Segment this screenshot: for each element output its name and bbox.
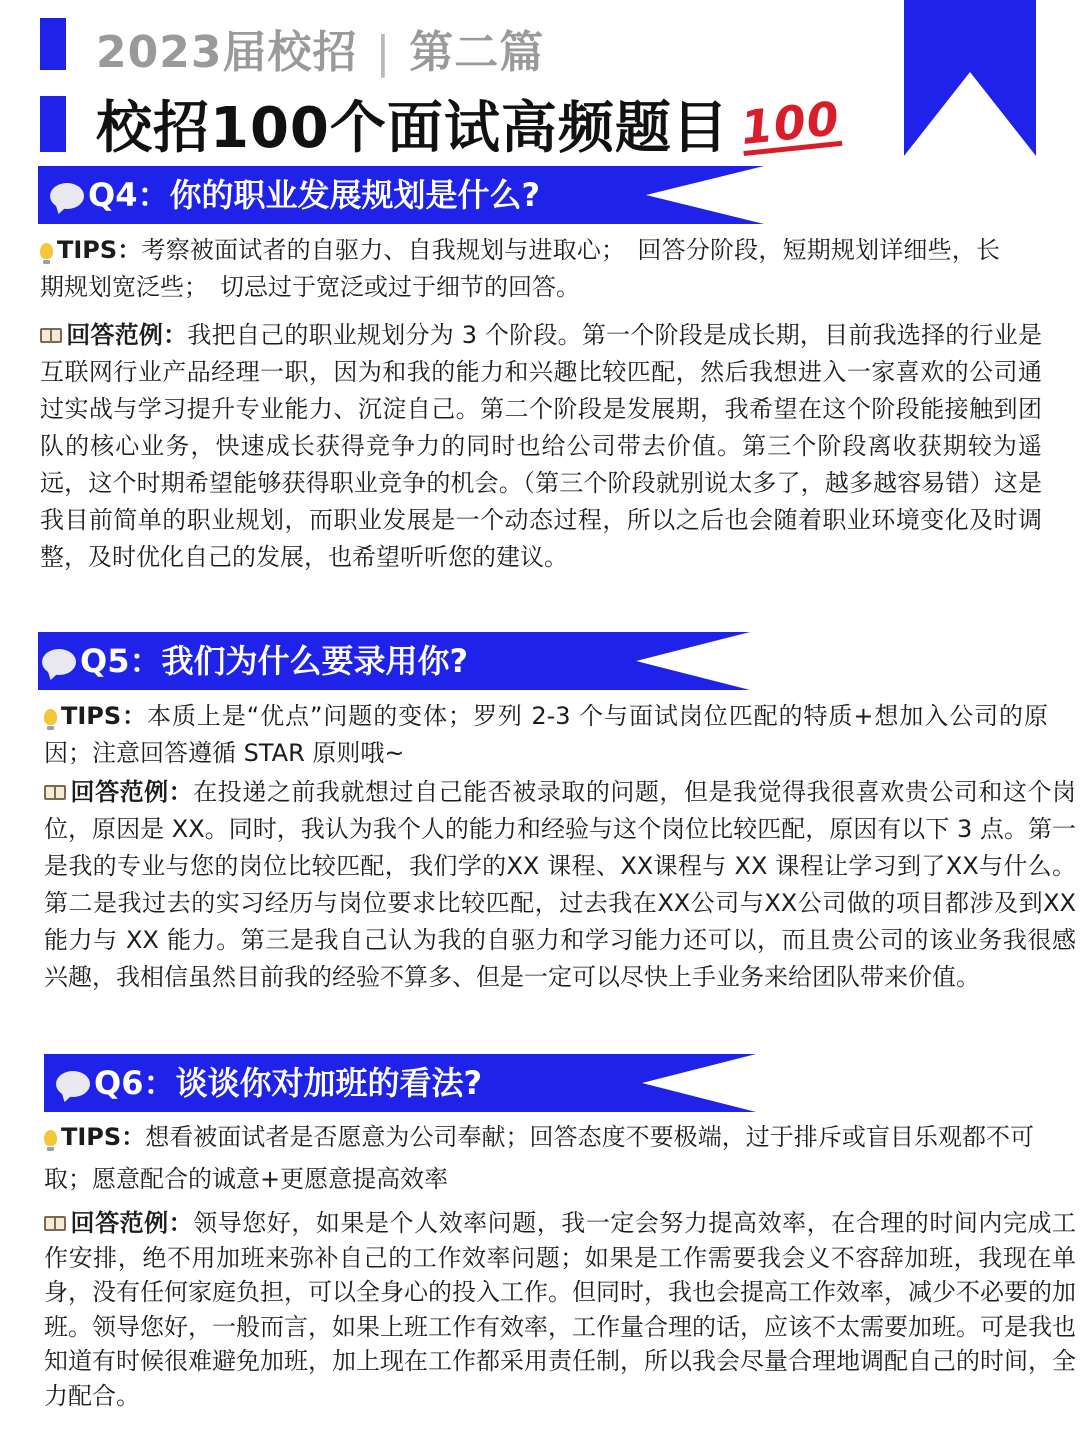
page-title-text: 校招100个面试高频题目 — [96, 96, 729, 161]
tips-paragraph-q4 — [40, 232, 1000, 306]
answer-text: 领导您好，如果是个人效率问题，我一定会努力提高效率，在合理的时间内完成工作安排，绝不用加班来弥补自己的工作效率问题；如果是工作需要我会义不容辞加班，我现在单身，没有任何家庭负担，可以全身心的投入工作。但同时，我也会提高工作效率，减少不必要的加班。领导您好，一般而言，如果上班工作有效率，工作量合理的话，应该不太需要加班。可是我也知道有时候很难避免加班，加上现在工作都采用责任制，所以我会尽量合理地调配自己的时间，全力配合。 — [44, 1209, 1077, 1410]
answer-paragraph-q6 — [44, 1206, 1076, 1413]
bookmark-ribbon-icon — [904, 0, 1036, 156]
answer-label: 回答范例： — [66, 321, 188, 349]
header-subtitle — [96, 16, 544, 80]
lightbulb-icon — [44, 1130, 57, 1146]
question-banner-q4 — [38, 166, 764, 224]
question-title: Q5：我们为什么要录用你? — [38, 632, 468, 690]
part-label: 第二篇 — [409, 27, 545, 78]
answer-text: 在投递之前我就想过自己能否被录取的问题，但是我觉得我很喜欢贵公司和这个岗位，原因是 XX。同时，我认为我个人的能力和经验与这个岗位比较匹配，原因有以下 3 点。第一是我的专业与您的岗位比较匹配，我们学的XX 课程、XX课程与 XX 课程让学习到了XX与什么。第二是我过去的实习经历与岗位要求比较匹配，过去我在XX公司与XX公司做的项目都涉及到XX 能力与 XX 能力。第三是我自己认为我的自驱力和学习能力还可以，而且贵公司的该业务我很感兴趣，我相信虽然目前我的经验不算多、但是一定可以尽快上手业务来给团队带来价值。 — [44, 778, 1077, 991]
speech-bubble-icon — [50, 183, 84, 209]
tips-text: 本质上是“优点”问题的变体；罗列 2-3 个与面试岗位匹配的特质+想加入公司的原因；注意回答遵循 STAR 原则哦~ — [44, 702, 1048, 767]
header-separator: | — [375, 27, 392, 78]
question-banner-q5 — [38, 632, 750, 690]
tips-label: TIPS： — [57, 236, 142, 264]
open-book-icon — [40, 328, 62, 343]
header-accent-bar-top — [40, 18, 66, 70]
question-title: Q4：你的职业发展规划是什么? — [38, 166, 540, 224]
tips-paragraph-q5 — [44, 698, 1048, 772]
open-book-icon — [44, 1216, 66, 1231]
speech-bubble-icon — [42, 649, 76, 675]
speech-bubble-icon — [56, 1071, 90, 1097]
answer-label: 回答范例： — [70, 1209, 194, 1237]
open-book-icon — [44, 785, 66, 800]
answer-text: 我把自己的职业规划分为 3 个阶段。第一个阶段是成长期，目前我选择的行业是互联网行业产品经理一职，因为和我的能力和兴趣比较匹配，然后我想进入一家喜欢的公司通过实战与学习提升专业能力、沉淀自己。第二个阶段是发展期，我希望在这个阶段能接触到团队的核心业务，快速成长获得竞争力的同时也给公司带去价值。第三个阶段离收获期较为遥远，这个时期希望能够获得职业竞争的机会。（第三个阶段就别说太多了，越多越容易错）这是我目前简单的职业规划，而职业发展是一个动态过程，所以之后也会随着职业环境变化及时调整，及时优化自己的发展，也希望听听您的建议。 — [40, 321, 1042, 571]
year-label: 2023届校招 — [96, 27, 358, 78]
header-accent-bar-bottom — [40, 96, 66, 152]
answer-paragraph-q5 — [44, 774, 1076, 996]
lightbulb-icon — [44, 709, 57, 725]
question-banner-q6 — [44, 1054, 756, 1112]
tips-paragraph-q6 — [44, 1116, 1034, 1200]
tips-text: 考察被面试者的自驱力、自我规划与进取心； 回答分阶段，短期规划详细些，长期规划宽泛些； 切忌过于宽泛或过于细节的回答。 — [40, 236, 1000, 301]
lightbulb-icon — [40, 243, 53, 259]
hundred-points-icon: 100 — [738, 90, 843, 156]
page-title — [96, 84, 843, 164]
answer-paragraph-q4 — [40, 317, 1042, 576]
tips-label: TIPS： — [61, 702, 148, 730]
tips-text: 想看被面试者是否愿意为公司奉献；回答态度不要极端，过于排斥或盲目乐观都不可取；愿意配合的诚意+更愿意提高效率 — [44, 1123, 1034, 1193]
question-title: Q6：谈谈你对加班的看法? — [44, 1054, 482, 1112]
tips-label: TIPS： — [61, 1123, 146, 1151]
answer-label: 回答范例： — [70, 778, 194, 806]
